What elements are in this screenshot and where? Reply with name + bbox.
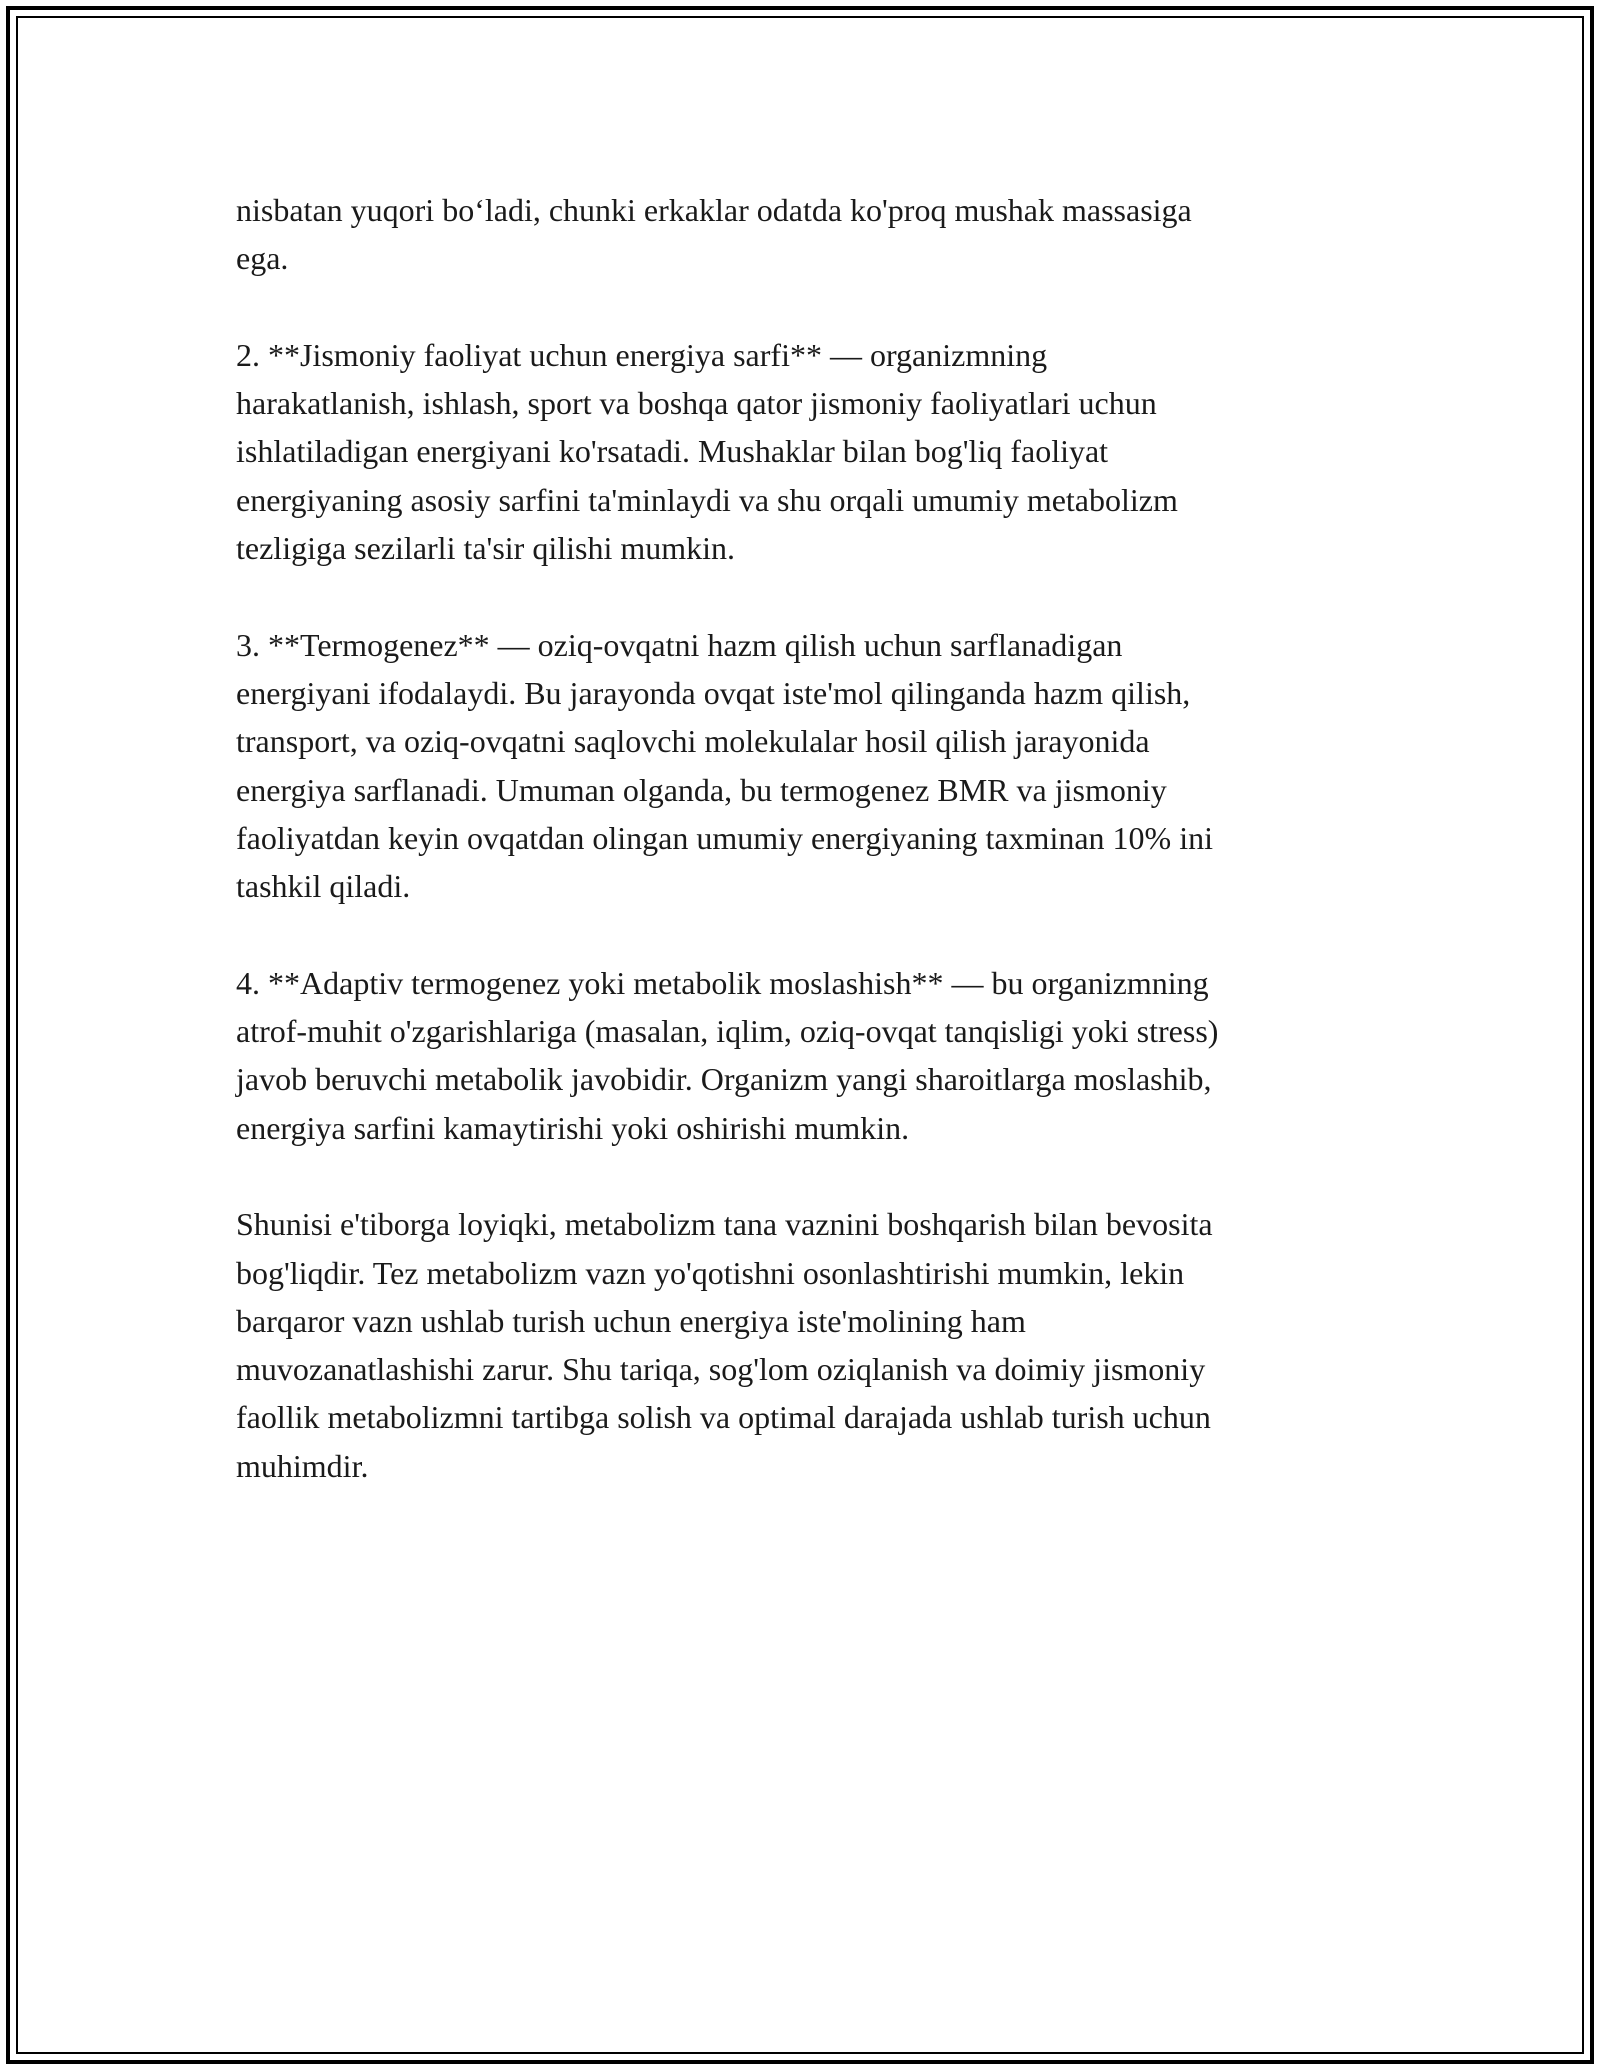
paragraph-adaptive-thermogenesis: 4. **Adaptiv termogenez yoki metabolik moslashish** — bu organizmning atrof-muhit o'zgarishlariga (masalan, iqlim, oziq-ovqat tanqisligi yoki stress) javob beruvchi metabolik javobidir. Organizm yangi sharoitlarga moslashib, energiya sarfini kamaytirishi yoki oshirishi mumkin. bbox=[236, 964, 1219, 1146]
paragraph-conclusion: Shunisi e'tiborga loyiqki, metabolizm tana vaznini boshqarish bilan bevosita bog'liqdir. Tez metabolizm vazn yo'qotishni osonlashtirishi mumkin, lekin barqaror vazn ushlab turish uchun energiya iste'molining ham muvozanatlashishi zarur. Shu tariqa, sog'lom oziqlanish va doimiy jismoniy faollik metabolizmni tartibga solish va optimal darajada ushlab turish uchun muhimdir. bbox=[236, 1206, 1213, 1484]
paragraph-thermogenesis: 3. **Termogenez** — oziq-ovqatni hazm qilish uchun sarflanadigan energiyani ifodalaydi. Bu jarayonda ovqat iste'mol qilinganda hazm qilish, transport, va oziq-ovqatni saqlovchi molekulalar hosil qilish jarayonida energiya sarflanadi. Umuman olganda, bu termogenez BMR va jismoniy faoliyatdan keyin ovqatdan olingan umumiy energiyaning taxminan 10% ini tashkil qiladi. bbox=[236, 626, 1213, 905]
paragraph-physical-activity: 2. **Jismoniy faoliyat uchun energiya sarfi** — organizmning harakatlanish, ishlash, sport va boshqa qator jismoniy faoliyatlari uchun ishlatiladigan energiyani ko'rsatadi. Mushaklar bilan bog'liq faoliyat energiyaning asosiy sarfini ta'minlaydi va shu orqali umumiy metabolizm tezligiga sezilarli ta'sir qilishi mumkin. bbox=[236, 336, 1178, 567]
paragraph-continuation: nisbatan yuqori bo‘ladi, chunki erkaklar odatda ko'proq mushak massasiga ega. bbox=[236, 192, 1192, 277]
document-body bbox=[236, 186, 1376, 1538]
